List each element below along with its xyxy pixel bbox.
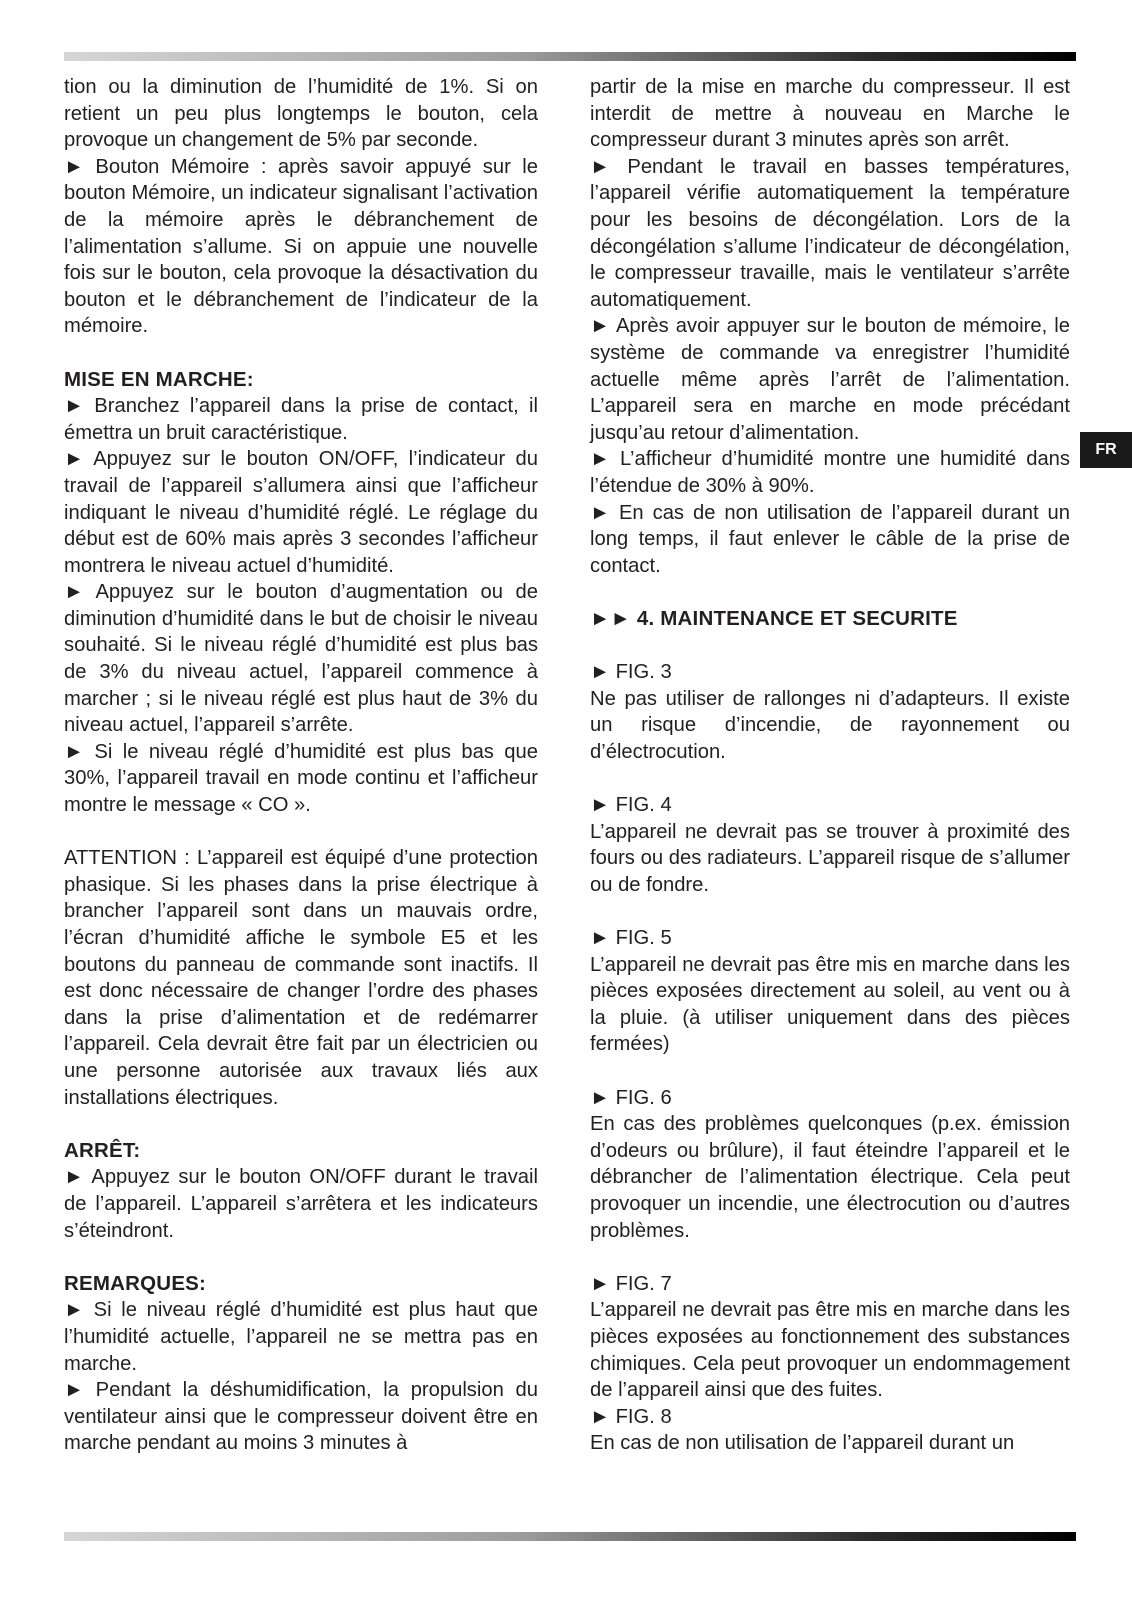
paragraph-gap <box>590 765 1070 792</box>
paragraph: ► FIG. 6 <box>590 1086 672 1109</box>
paragraph: Ne pas utiliser de rallonges ni d’adapteurs. Il existe un risque d’incendie, de rayonnement ou d’électrocution. <box>590 687 1070 763</box>
paragraph: ► Appuyez sur le bouton ON/OFF, l’indicateur du travail de l’appareil s’allumera ainsi que l’afficheur indiquant le niveau d’humidité réglé. Le réglage du début est de 60% mais après 3 secondes l’afficheur montrera le niveau actuel d’humidité. <box>64 448 538 577</box>
paragraph-gap <box>64 1244 538 1271</box>
paragraph: ► Si le niveau réglé d’humidité est plus bas que 30%, l’appareil travail en mode continu et l’afficheur montre le message « CO ». <box>64 740 538 817</box>
paragraph: partir de la mise en marche du compresseur. Il est interdit de mettre à nouveau en Marche le compresseur durant 3 minutes après son arrêt. <box>590 76 1070 152</box>
paragraph: ► Appuyez sur le bouton ON/OFF durant le travail de l’appareil. L’appareil s’arrêtera et les indicateurs s’éteindront. <box>64 1166 538 1242</box>
paragraph-gap <box>590 898 1070 925</box>
paragraph: En cas des problèmes quelconques (p.ex. émission d’odeurs ou brûlure), il faut éteindre l’appareil et le débrancher de l’alimentation électrique. Cela peut provoquer un incendie, une électrocution ou d’autres problèmes. <box>590 1113 1070 1242</box>
top-rule <box>64 52 1076 61</box>
paragraph: ► L’afficheur d’humidité montre une humidité dans l’étendue de 30% à 90%. <box>590 448 1070 497</box>
paragraph: En cas de non utilisation de l’appareil durant un <box>590 1432 1015 1455</box>
paragraph: ► Après avoir appuyer sur le bouton de mémoire, le système de commande va enregistrer l’humidité actuelle même après l’arrêt de l’alimentation. L’appareil sera en marche en mode précédant jusqu’au retour d’alimentation. <box>590 315 1070 444</box>
paragraph: ► FIG. 3 <box>590 661 672 684</box>
bottom-rule <box>64 1532 1076 1541</box>
paragraph: ► Pendant la déshumidification, la propulsion du ventilateur ainsi que le compresseur doivent être en marche pendant au moins 3 minutes à <box>64 1379 538 1455</box>
paragraph: ► Appuyez sur le bouton d’augmentation ou de diminution d’humidité dans le but de choisir le niveau souhaité. Si le niveau réglé d’humidité est plus bas de 3% du niveau actuel, l’appareil commence à marcher ; si le niveau réglé est plus haut de 3% du niveau actuel, l’appareil s’arrête. <box>64 581 538 737</box>
paragraph: ► En cas de non utilisation de l’appareil durant un long temps, il faut enlever le câble de la prise de contact. <box>590 501 1070 577</box>
language-tab: FR <box>1080 432 1132 468</box>
section-heading: REMARQUES: <box>64 1271 207 1295</box>
paragraph: ► Bouton Mémoire : après savoir appuyé sur le bouton Mémoire, un indicateur signalisant l’activation de la mémoire après le débranchement de l’alimentation s’allume. Si on appuie une nouvelle fois sur le bouton, cela provoque la désactivation du bouton et le débranchement de l’indicateur de la mémoire. <box>64 155 538 338</box>
right-column <box>590 74 1070 1457</box>
paragraph: L’appareil ne devrait pas être mis en marche dans les pièces exposées au fonctionnement des substances chimiques. Cela peut provoquer un endommagement de l’appareil ainsi que des fuites. <box>590 1299 1070 1402</box>
paragraph-gap <box>64 1111 538 1138</box>
paragraph-gap <box>590 632 1070 659</box>
paragraph: ► Pendant le travail en basses températures, l’appareil vérifie automatiquement la température pour les besoins de décongélation. Lors de la décongélation s’allume l’indicateur de décongélation, le compresseur travaille, mais le ventilateur s’arrête automatiquement. <box>590 155 1070 311</box>
paragraph: tion ou la diminution de l’humidité de 1%. Si on retient un peu plus longtemps le bouton, cela provoque un changement de 5% par seconde. <box>64 76 538 152</box>
paragraph: L’appareil ne devrait pas être mis en marche dans les pièces exposées directement au soleil, au vent ou à la pluie. (à utiliser uniquement dans des pièces fermées) <box>590 953 1070 1056</box>
paragraph: ► FIG. 5 <box>590 927 672 949</box>
paragraph: ► Si le niveau réglé d’humidité est plus haut que l’humidité actuelle, l’appareil ne se mettra pas en marche. <box>64 1299 538 1375</box>
section-heading: ARRÊT: <box>64 1138 141 1162</box>
section-heading: ►► 4. MAINTENANCE ET SECURITE <box>590 606 958 630</box>
paragraph-gap <box>64 340 538 367</box>
paragraph-gap <box>590 1244 1070 1271</box>
paragraph-gap <box>590 1058 1070 1085</box>
paragraph: ► Branchez l’appareil dans la prise de contact, il émettra un bruit caractéristique. <box>64 395 538 444</box>
paragraph-gap <box>64 819 538 846</box>
section-heading: MISE EN MARCHE: <box>64 367 254 391</box>
paragraph: ► FIG. 7 <box>590 1272 672 1295</box>
paragraph: ATTENTION : L’appareil est équipé d’une protection phasique. Si les phases dans la prise électrique à brancher l’appareil sont dans un mauvais ordre, l’écran d’humidité affiche le symbole E5 et les boutons du panneau de commande sont inactifs. Il est donc nécessaire de changer l’ordre des phases dans la prise d’alimentation et de redémarrer l’appareil. Cela devrait être fait par un électricien ou une personne autorisée aux travaux liés aux installations électriques. <box>64 847 538 1109</box>
paragraph: ► FIG. 4 <box>590 794 672 817</box>
paragraph: ► FIG. 8 <box>590 1405 672 1428</box>
paragraph: L’appareil ne devrait pas se trouver à proximité des fours ou des radiateurs. L’appareil risque de s’allumer ou de fondre. <box>590 820 1070 896</box>
paragraph-gap <box>590 579 1070 606</box>
left-column <box>64 74 538 1457</box>
